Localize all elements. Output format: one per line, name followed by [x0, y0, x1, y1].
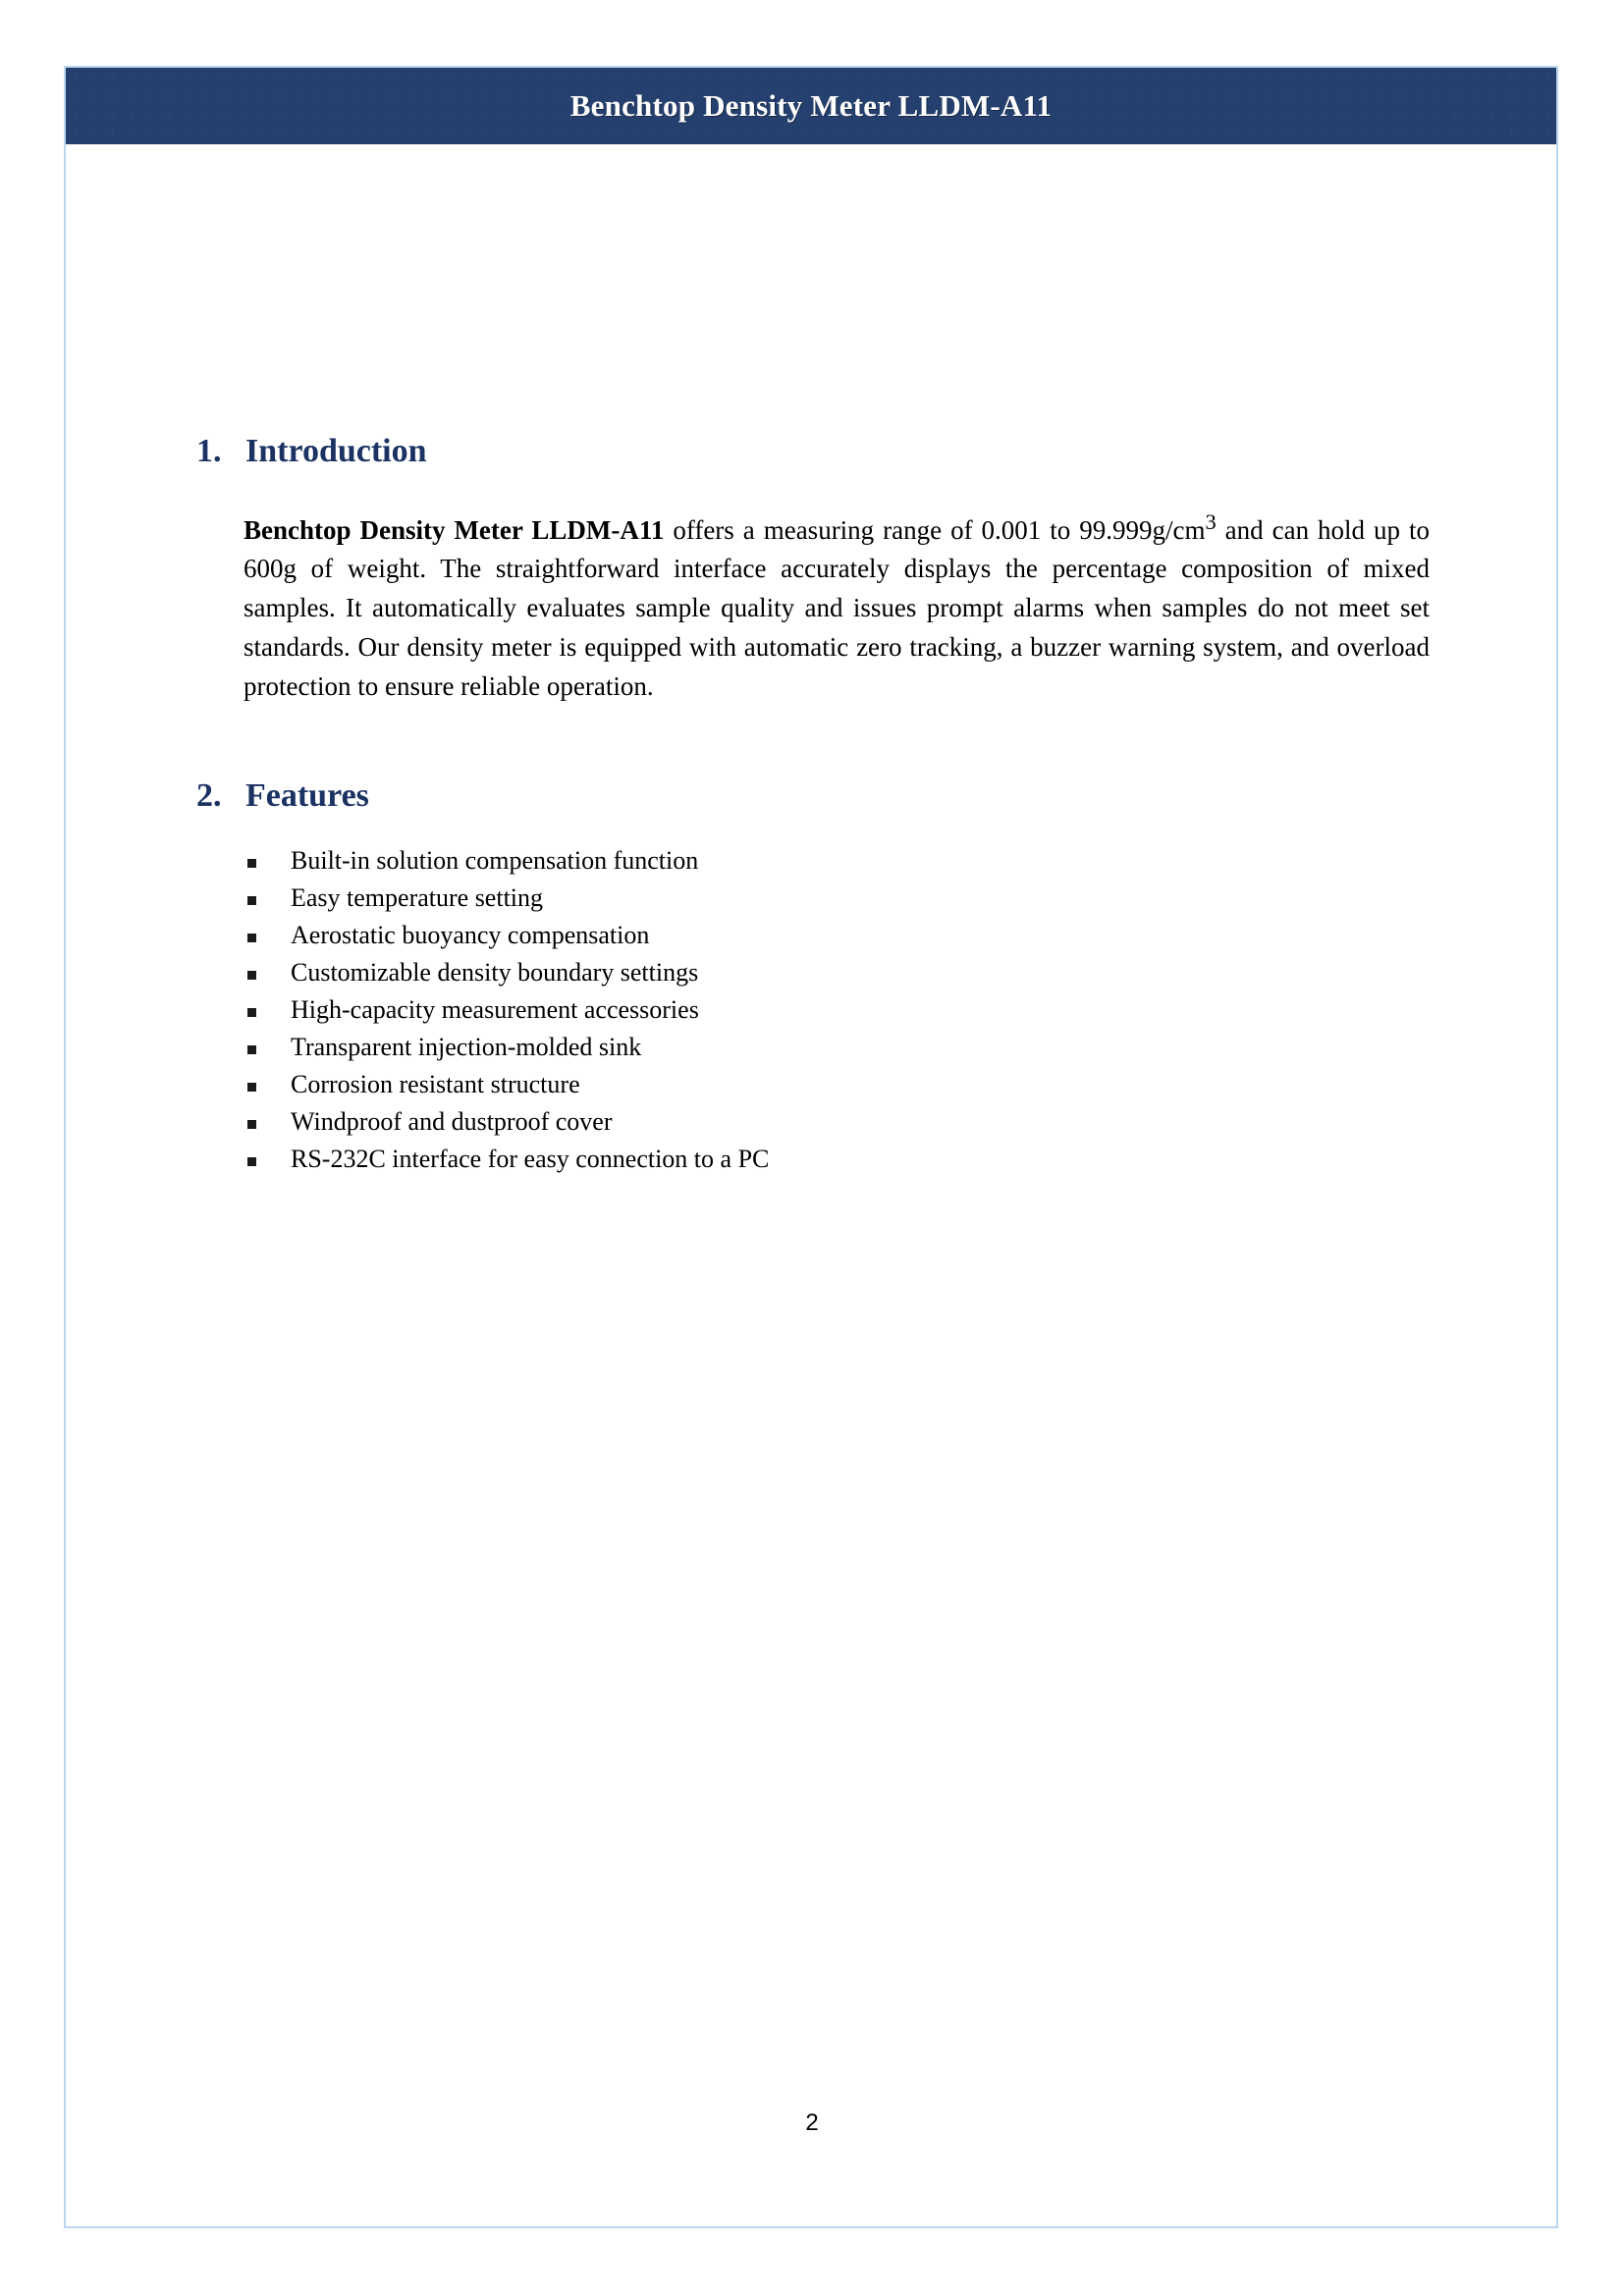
list-item-label: Corrosion resistant structure: [291, 1070, 580, 1099]
document-header-banner: [66, 68, 1556, 144]
section-introduction: [196, 432, 1434, 706]
paragraph-tail: and can hold up to 600g of weight. The straightforward interface accurately displays the percentage composition of mixed samples. It automatically evaluates sample quality and issues prompt alarms when samples do not meet set standards. Our density meter is equipped with automatic zero tracking, a buzzer warning system, and overload protection to ensure reliable operation.: [244, 514, 1430, 701]
section-spacer: [196, 706, 1434, 776]
list-item-label: High-capacity measurement accessories: [291, 995, 699, 1025]
square-bullet-icon: [247, 1157, 256, 1166]
square-bullet-icon: [247, 971, 256, 980]
list-item-label: RS-232C interface for easy connection to a PC: [291, 1145, 770, 1174]
list-item-label: Easy temperature setting: [291, 883, 544, 913]
list-item: [244, 923, 1434, 948]
section-heading-features: [196, 776, 1434, 817]
square-bullet-icon: [247, 1120, 256, 1129]
square-bullet-icon: [247, 896, 256, 905]
document-header-title: Benchtop Density Meter LLDM-A11: [569, 88, 1053, 123]
section-features: [196, 776, 1434, 1172]
square-bullet-icon: [247, 859, 256, 868]
list-item-label: Aerostatic buoyancy compensation: [291, 921, 650, 950]
section-heading-introduction: [196, 432, 1434, 472]
list-item: [244, 1109, 1434, 1135]
list-item: [244, 960, 1434, 986]
list-item: [244, 1072, 1434, 1097]
section-number: 2.: [196, 777, 222, 815]
section-title: Features: [245, 777, 369, 815]
page-number: 2: [805, 2109, 819, 2136]
list-item: [244, 997, 1434, 1023]
features-list: [244, 848, 1434, 1172]
section-number: 1.: [196, 433, 222, 469]
list-item-label: Transparent injection-molded sink: [291, 1033, 642, 1062]
list-item-label: Built-in solution compensation function: [291, 846, 699, 876]
list-item: [244, 1147, 1434, 1172]
list-item-label: Customizable density boundary settings: [291, 958, 699, 988]
document-content: [196, 432, 1434, 1184]
square-bullet-icon: [247, 934, 256, 942]
cubic-superscript: 3: [1205, 508, 1217, 534]
introduction-body: [244, 506, 1430, 706]
paragraph-rest: offers a measuring range of 0.001 to 99.999g/cm: [664, 514, 1206, 545]
square-bullet-icon: [247, 1083, 256, 1092]
list-item: [244, 848, 1434, 874]
list-item: [244, 1035, 1434, 1060]
list-item: [244, 885, 1434, 911]
square-bullet-icon: [247, 1008, 256, 1017]
square-bullet-icon: [247, 1045, 256, 1054]
list-item-label: Windproof and dustproof cover: [291, 1107, 613, 1137]
product-name-bold: Benchtop Density Meter LLDM-A11: [244, 514, 665, 545]
section-title: Introduction: [245, 433, 427, 469]
introduction-paragraph: [244, 506, 1430, 706]
